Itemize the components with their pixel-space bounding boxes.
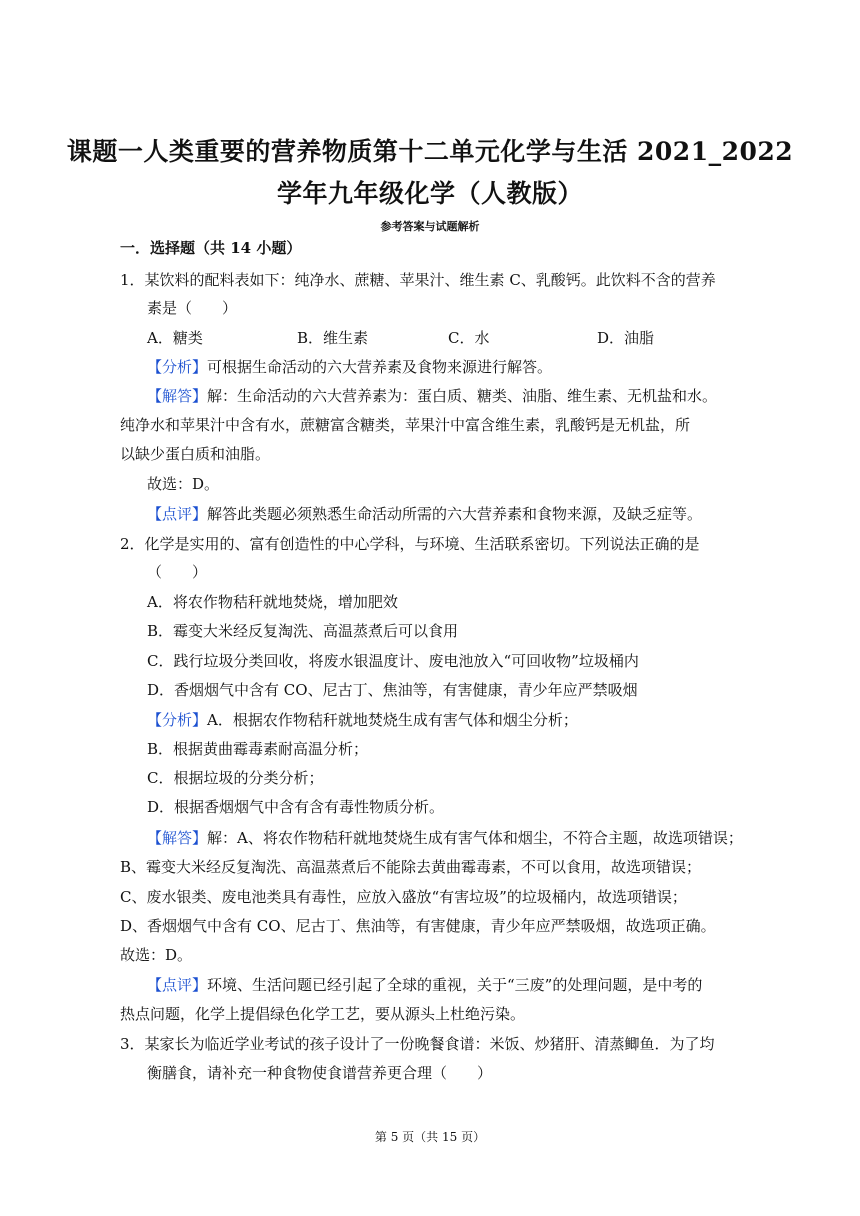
q2-analysis-tag: 【分析】	[147, 711, 208, 729]
document-subtitle: 参考答案与试题解析	[380, 220, 480, 233]
q2-stem-line-2: （ ）	[147, 563, 208, 581]
q1-analysis-text: 可根据生命活动的六大营养素及食物来源进行解答。	[207, 358, 553, 376]
q1-answer-line-3: 以缺少蛋白质和油脂。	[120, 445, 271, 463]
q2-analysis-line-4: D．根据香烟烟气中含有含有毒性物质分析。	[147, 798, 445, 816]
q2-analysis-line-1: A．根据农作物秸秆就地焚烧生成有害气体和烟尘分析；	[207, 711, 578, 729]
q2-analysis-line-2: B．根据黄曲霉毒素耐高温分析；	[147, 740, 369, 758]
q1-option-b: B．维生素	[297, 329, 369, 347]
q1-comment-text: 解答此类题必须熟悉生命活动所需的六大营养素和食物来源，及缺乏症等。	[207, 505, 703, 523]
q2-stem-line-1: 2．化学是实用的、富有创造性的中心学科，与环境、生活联系密切。下列说法正确的是	[120, 535, 700, 553]
q2-answer-line-1: 解：A、将农作物秸秆就地焚烧生成有害气体和烟尘，不符合主题，故选项错误；	[207, 829, 743, 847]
q2-option-c: C．践行垃圾分类回收，将废水银温度计、废电池放入“可回收物”垃圾桶内	[147, 652, 639, 670]
q1-choice: 故选：D。	[147, 475, 220, 493]
document-title-line-1: 课题一人类重要的营养物质第十二单元化学与生活 2021_2022	[66, 137, 794, 166]
q2-comment-line-1: 环境、生活问题已经引起了全球的重视，关于“三废”的处理问题，是中考的	[207, 976, 703, 994]
q2-analysis-line-3: C．根据垃圾的分类分析；	[147, 769, 324, 787]
q1-answer-line-2: 纯净水和苹果汁中含有水，蔗糖富含糖类，苹果汁中富含维生素，乳酸钙是无机盐，所	[120, 416, 691, 434]
document-title-line-2: 学年九年级化学（人教版）	[276, 179, 583, 208]
section-heading: 一．选择题（共 14 小题）	[120, 239, 302, 257]
q2-answer-tag: 【解答】	[147, 829, 208, 847]
q2-option-a: A．将农作物秸秆就地焚烧，增加肥效	[147, 593, 398, 611]
q2-analysis	[147, 710, 578, 730]
q2-answer-line-2: B、霉变大米经反复淘洗、高温蒸煮后不能除去黄曲霉毒素，不可以食用，故选项错误；	[120, 858, 702, 876]
q2-answer	[147, 828, 743, 848]
q1-option-a: A．糖类	[147, 329, 203, 347]
q2-option-b: B．霉变大米经反复淘洗、高温蒸煮后可以食用	[147, 622, 459, 640]
q1-analysis	[147, 357, 552, 377]
q1-analysis-tag: 【分析】	[147, 358, 208, 376]
q1-answer-line-1: 解：生命活动的六大营养素为：蛋白质、糖类、油脂、维生素、无机盐和水。	[207, 387, 718, 405]
page-footer: 第 5 页（共 15 页）	[374, 1130, 486, 1144]
q1-answer-tag: 【解答】	[147, 387, 208, 405]
q2-comment	[147, 975, 702, 995]
q1-answer	[147, 386, 717, 406]
q2-comment-tag: 【点评】	[147, 976, 208, 994]
q2-choice: 故选：D。	[120, 946, 193, 964]
q1-option-d: D．油脂	[597, 329, 655, 347]
q1-stem-line-2: 素是（ ）	[147, 299, 238, 317]
q2-option-d: D．香烟烟气中含有 CO、尼古丁、焦油等，有害健康，青少年应严禁吸烟	[147, 681, 638, 699]
q1-comment	[147, 504, 702, 524]
q2-answer-line-4: D、香烟烟气中含有 CO、尼古丁、焦油等，有害健康，青少年应严禁吸烟，故选项正确。	[120, 917, 716, 935]
q2-answer-line-3: C、废水银类、废电池类具有毒性，应放入盛放“有害垃圾”的垃圾桶内，故选项错误；	[120, 888, 687, 906]
q1-stem-line-1: 1．某饮料的配料表如下：纯净水、蔗糖、苹果汁、维生素 C、乳酸钙。此饮料不含的营养	[120, 271, 716, 289]
q1-option-c: C．水	[448, 329, 490, 347]
q3-stem-line-2: 衡膳食，请补充一种食物使食谱营养更合理（ ）	[147, 1064, 493, 1082]
q1-comment-tag: 【点评】	[147, 505, 208, 523]
q2-comment-line-2: 热点问题，化学上提倡绿色化学工艺，要从源头上杜绝污染。	[120, 1005, 526, 1023]
q3-stem-line-1: 3．某家长为临近学业考试的孩子设计了一份晚餐食谱：米饭、炒猪肝、清蒸鲫鱼．为了均	[120, 1035, 715, 1053]
